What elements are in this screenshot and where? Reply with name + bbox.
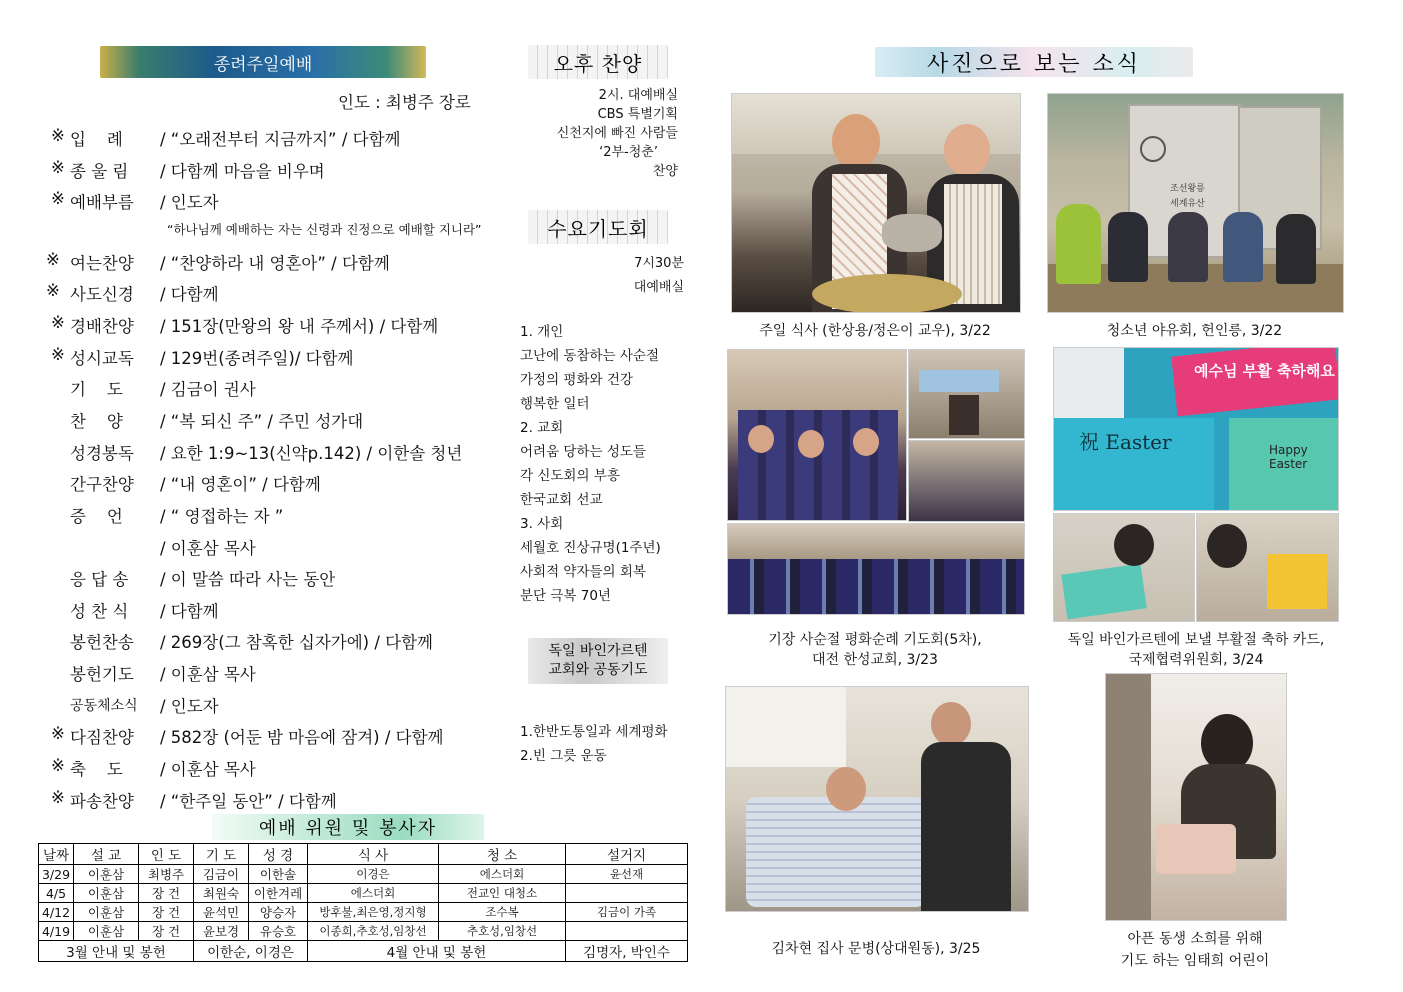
- table-cell: 4/12: [39, 903, 74, 922]
- required-mark: ※: [51, 724, 65, 743]
- table-cell: 윤보경: [194, 922, 249, 941]
- wednesday-title: 수요기도회: [547, 216, 649, 241]
- table-row: [39, 903, 688, 922]
- table-cell: [566, 884, 688, 903]
- table-cell: 김금이 가족: [566, 903, 688, 922]
- afternoon-line: CBS 특별기획: [597, 107, 678, 122]
- order-text: / “찬양하라 내 영혼아” / 다함께: [160, 254, 390, 273]
- photo-news-title: 사진으로 보는 소식: [926, 51, 1141, 77]
- header-cell: 인 도: [139, 844, 194, 865]
- photo-hospital-visit: [725, 686, 1029, 912]
- order-label: 응 답 송: [70, 570, 129, 589]
- order-text: / 인도자: [160, 697, 219, 716]
- table-cell: 조수복: [439, 903, 566, 922]
- table-cell: 이종희,추호성,임창선: [308, 922, 439, 941]
- photo-lent-prayer-4: [727, 523, 1025, 615]
- worship-banner: [100, 46, 426, 78]
- photo-card-making-1: [1053, 513, 1195, 622]
- order-label: 성경봉독: [70, 444, 134, 463]
- order-text: / 582장 (어둔 밤 마음에 잠겨) / 다함께: [160, 728, 444, 747]
- photo-lent-prayer-2: [908, 349, 1025, 439]
- prayer-line: 고난에 동참하는 사순절: [520, 348, 659, 364]
- german-prayer-list: [520, 720, 668, 768]
- table-cell: 장 건: [139, 884, 194, 903]
- afternoon-title: 오후 찬양: [553, 51, 643, 76]
- order-label: 성시교독: [70, 349, 134, 368]
- card-text: 祝 Easter: [1079, 430, 1172, 454]
- afternoon-info: [520, 86, 678, 181]
- footer-cell: 4월 안내 및 봉헌: [308, 941, 566, 962]
- required-mark: ※: [51, 345, 65, 364]
- order-text: / 이훈삼 목사: [160, 760, 256, 779]
- photo-child-praying: [1105, 673, 1287, 921]
- german-title-line: 독일 바인가르텐: [548, 643, 648, 659]
- wednesday-line: 대예배실: [633, 280, 684, 295]
- caption-line: 독일 바인가르텐에 보낼 부활절 축하 카드,: [1067, 632, 1325, 648]
- prayer-line: 1. 개인: [520, 324, 564, 340]
- footer-cell: 이한순, 이경은: [194, 941, 308, 962]
- header-cell: 식 사: [308, 844, 439, 865]
- table-cell: 유승호: [249, 922, 308, 941]
- german-title-line: 교회와 공동기도: [548, 662, 648, 678]
- monument-text: 세계유산: [1170, 199, 1205, 209]
- required-mark: ※: [51, 158, 65, 177]
- table-cell: 이한솔: [249, 865, 308, 884]
- prayer-line: 3. 사회: [520, 516, 564, 532]
- photo-news-banner: [875, 47, 1193, 77]
- header-cell: 날짜: [39, 844, 74, 865]
- caption-hospital-visit: 김차현 집사 문병(상대원동), 3/25: [771, 941, 981, 957]
- table-cell: 에스더회: [439, 865, 566, 884]
- prayer-line: 어려움 당하는 성도들: [520, 444, 646, 460]
- person-head: [832, 114, 880, 169]
- order-text: / 이 말씀 따라 사는 동안: [160, 570, 336, 589]
- table-row: [39, 865, 688, 884]
- prayer-line: 세월호 진상규명(1주년): [520, 540, 661, 556]
- order-text: / 이훈삼 목사: [160, 665, 256, 684]
- table-cell: 이훈삼: [74, 903, 139, 922]
- order-text: / 김금이 권사: [160, 380, 256, 399]
- header-cell: 성 경: [249, 844, 308, 865]
- order-label: 다짐찬양: [70, 728, 134, 747]
- photo-sunday-meal: [731, 93, 1021, 313]
- header-cell: 기 도: [194, 844, 249, 865]
- photo-lent-prayer-3: [908, 440, 1025, 522]
- footer-cell: 김명자, 박인수: [566, 941, 688, 962]
- table-footer-row: [39, 941, 688, 962]
- caption-lent-prayer: [727, 630, 1023, 670]
- order-text: / 다함께: [160, 602, 219, 621]
- footer-cell: 3월 안내 및 봉헌: [39, 941, 194, 962]
- service-title: 예배 위원 및 봉사자: [258, 818, 438, 839]
- monument-text: 조선왕릉: [1170, 184, 1205, 194]
- table-cell: 추호성,임창선: [439, 922, 566, 941]
- order-text: / 다함께: [160, 285, 219, 304]
- order-label: 종 울 림: [70, 162, 129, 181]
- table-cell: 이훈삼: [74, 865, 139, 884]
- table-cell: 윤석민: [194, 903, 249, 922]
- header-cell: 설거지: [566, 844, 688, 865]
- order-label: 찬 양: [70, 412, 123, 431]
- prayer-line: 사회적 약자들의 회복: [520, 564, 646, 580]
- afternoon-line: 2시. 대예배실: [598, 88, 678, 103]
- worship-title: 종려주일예배: [213, 54, 313, 75]
- table-header-row: [39, 844, 688, 865]
- table-cell: 방후불,최은영,정지형: [308, 903, 439, 922]
- german-banner: [528, 638, 668, 684]
- order-label: 여는찬양: [70, 254, 134, 273]
- photo-youth-outing: [1047, 93, 1344, 313]
- wednesday-line: 7시30분: [634, 256, 684, 271]
- prayer-line: 한국교회 선교: [520, 492, 603, 508]
- required-mark: ※: [51, 189, 65, 208]
- service-banner: [212, 814, 484, 840]
- header-cell: 청 소: [439, 844, 566, 865]
- order-text: / “오래전부터 지금까지” / 다함께: [160, 130, 401, 149]
- german-line: 1.한반도통일과 세계평화: [520, 724, 668, 740]
- card-text: 예수님 부활 축하해요: [1194, 362, 1335, 380]
- prayer-line: 행복한 일터: [520, 396, 590, 412]
- order-text: / “한주일 동안” / 다함께: [160, 792, 337, 811]
- table-cell: 4/5: [39, 884, 74, 903]
- order-text: / “복 되신 주” / 주민 성가대: [160, 412, 364, 431]
- table-cell: 3/29: [39, 865, 74, 884]
- photo-easter-cards: [1053, 347, 1339, 511]
- table-cell: 양승자: [249, 903, 308, 922]
- table-cell: [566, 922, 688, 941]
- table-cell: 이훈삼: [74, 884, 139, 903]
- order-text: / 인도자: [160, 193, 219, 212]
- caption-line: 기도 하는 임태희 어린이: [1120, 953, 1270, 969]
- order-label: 증 언: [70, 507, 123, 526]
- order-label: 축 도: [70, 760, 123, 779]
- prayer-line: 가정의 평화와 건강: [520, 372, 633, 388]
- table-cell: 이훈삼: [74, 922, 139, 941]
- required-mark: ※: [51, 756, 65, 775]
- order-text: / “내 영혼이” / 다함께: [160, 475, 321, 494]
- table-cell: 최원숙: [194, 884, 249, 903]
- caption-line: 기장 사순절 평화순례 기도회(5차),: [768, 632, 982, 648]
- order-text: / 요한 1:9~13(신약p.142) / 이한솔 청년: [160, 444, 463, 463]
- table-cell: 장 건: [139, 903, 194, 922]
- table-cell: 4/19: [39, 922, 74, 941]
- header-cell: 설 교: [74, 844, 139, 865]
- order-text: / 129번(종려주일)/ 다함께: [160, 349, 354, 368]
- photo-lent-prayer-1: [727, 349, 907, 521]
- afternoon-line: 신천지에 빠진 사람들: [556, 126, 678, 141]
- order-label: 입 례: [70, 130, 123, 149]
- table-cell: 장 건: [139, 922, 194, 941]
- photo-card-making-2: [1196, 513, 1339, 622]
- required-mark: ※: [46, 281, 60, 300]
- caption-line: 국제협력위원회, 3/24: [1128, 652, 1264, 668]
- table-row: [39, 884, 688, 903]
- card-text: Happy Easter: [1269, 443, 1308, 471]
- order-text: / 이훈삼 목사: [160, 539, 256, 558]
- order-text: / 269장(그 참혹한 십자가에) / 다함께: [160, 633, 433, 652]
- required-mark: ※: [51, 788, 65, 807]
- order-label: 성 찬 식: [70, 602, 129, 621]
- order-label: 봉헌기도: [70, 665, 134, 684]
- order-label: 봉헌찬송: [70, 633, 134, 652]
- quote-line: “하나님께 예배하는 자는 신령과 진정으로 예배할 지니라”: [167, 222, 482, 237]
- table-cell: 윤선재: [566, 865, 688, 884]
- order-label: 사도신경: [70, 285, 134, 304]
- wednesday-banner: [528, 210, 668, 244]
- caption-sunday-meal: 주일 식사 (한상용/정은이 교우), 3/22: [759, 323, 991, 339]
- order-label: 기 도: [70, 380, 123, 399]
- caption-child-praying: [1095, 928, 1295, 972]
- prayer-line: 2. 교회: [520, 420, 564, 436]
- prayer-line: 각 신도회의 부흥: [520, 468, 620, 484]
- table-cell: 에스더회: [308, 884, 439, 903]
- order-text: / “ 영접하는 자 ”: [160, 507, 284, 526]
- order-label: 간구찬양: [70, 475, 134, 494]
- caption-line: 대전 한성교회, 3/23: [812, 652, 938, 668]
- german-line: 2.빈 그릇 운동: [520, 748, 607, 764]
- order-text: / 151장(만왕의 왕 내 주께서) / 다함께: [160, 317, 439, 336]
- afternoon-banner: [528, 45, 668, 79]
- required-mark: ※: [51, 126, 65, 145]
- prayer-line: 분단 극복 70년: [520, 588, 611, 604]
- caption-line: 아픈 동생 소희를 위해: [1127, 931, 1263, 947]
- order-label: 파송찬양: [70, 792, 134, 811]
- prayer-list: [520, 320, 661, 608]
- table-cell: 최병주: [139, 865, 194, 884]
- order-text: / 다함께 마음을 비우며: [160, 162, 325, 181]
- wednesday-info: [520, 252, 684, 300]
- afternoon-line: 찬양: [652, 164, 678, 179]
- required-mark: ※: [46, 250, 60, 269]
- caption-easter-cards: [1040, 630, 1352, 670]
- table-row: [39, 922, 688, 941]
- leader-line: 인도 : 최병주 장로: [338, 93, 471, 112]
- order-label: 경배찬양: [70, 317, 134, 336]
- afternoon-line: ‘2부-청춘’: [599, 145, 658, 160]
- order-label: 공동체소식: [70, 698, 138, 714]
- order-label: 예배부름: [70, 193, 134, 212]
- table-cell: 전교인 대청소: [439, 884, 566, 903]
- table-cell: 이한겨레: [249, 884, 308, 903]
- caption-youth-outing: 청소년 야유회, 헌인릉, 3/22: [1106, 323, 1283, 339]
- table-cell: 이경은: [308, 865, 439, 884]
- required-mark: ※: [51, 313, 65, 332]
- table-cell: 김금이: [194, 865, 249, 884]
- service-table: [38, 843, 688, 962]
